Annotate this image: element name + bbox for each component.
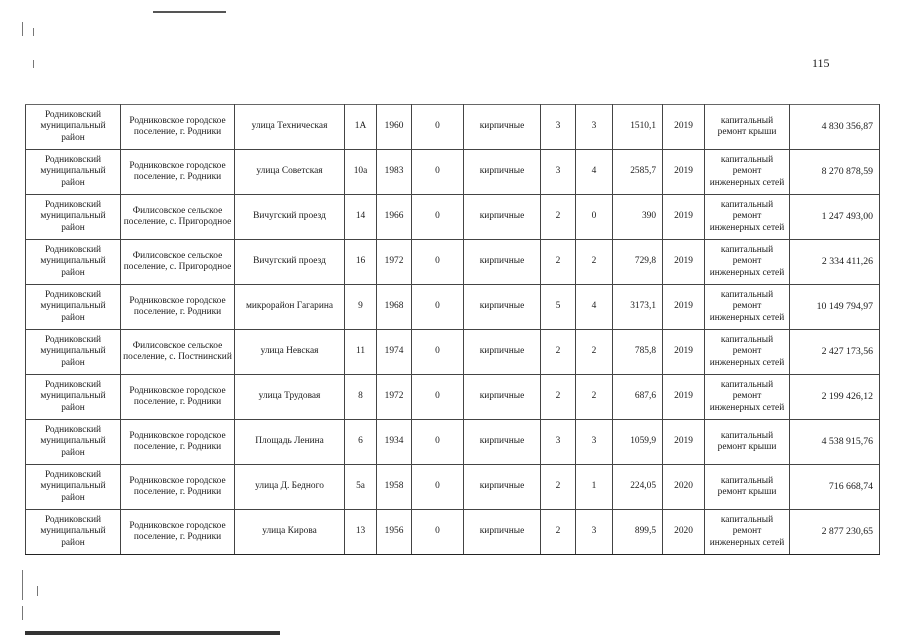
housing-repair-table — [25, 104, 880, 555]
cell-house: 16 — [345, 240, 377, 285]
table-row — [26, 375, 880, 420]
cell-cost: 2 877 230,65 — [790, 510, 880, 555]
cell-plan-year: 2019 — [663, 195, 705, 240]
cell-district: Родниковский муниципальный район — [26, 240, 121, 285]
cell-area: 729,8 — [613, 240, 663, 285]
cell-house: 6 — [345, 420, 377, 465]
cell-work: капитальный ремонт инженерных сетей — [705, 330, 790, 375]
cell-walls: кирпичные — [464, 330, 541, 375]
cell-entrances: 3 — [576, 420, 613, 465]
cell-zero: 0 — [412, 150, 464, 195]
cell-plan-year: 2020 — [663, 510, 705, 555]
cell-street: улица Техническая — [235, 105, 345, 150]
table-row — [26, 195, 880, 240]
cell-settlement: Филисовское сельское поселение, с. Пригородное — [121, 195, 235, 240]
cell-walls: кирпичные — [464, 105, 541, 150]
cell-district: Родниковский муниципальный район — [26, 105, 121, 150]
cell-plan-year: 2019 — [663, 240, 705, 285]
cell-walls: кирпичные — [464, 285, 541, 330]
scan-margin-mark — [33, 28, 34, 36]
cell-district: Родниковский муниципальный район — [26, 195, 121, 240]
cell-settlement: Филисовское сельское поселение, с. Пригородное — [121, 240, 235, 285]
cell-floors: 2 — [541, 510, 576, 555]
cell-area: 224,05 — [613, 465, 663, 510]
table-row — [26, 420, 880, 465]
page-number: 115 — [812, 56, 830, 70]
cell-zero: 0 — [412, 420, 464, 465]
cell-year: 1966 — [377, 195, 412, 240]
cell-area: 390 — [613, 195, 663, 240]
cell-zero: 0 — [412, 465, 464, 510]
cell-street: улица Советская — [235, 150, 345, 195]
cell-cost: 2 427 173,56 — [790, 330, 880, 375]
cell-plan-year: 2019 — [663, 105, 705, 150]
cell-year: 1972 — [377, 375, 412, 420]
cell-work: капитальный ремонт инженерных сетей — [705, 375, 790, 420]
cell-house: 10а — [345, 150, 377, 195]
cell-settlement: Родниковское городское поселение, г. Родники — [121, 510, 235, 555]
cell-house: 9 — [345, 285, 377, 330]
cell-plan-year: 2019 — [663, 375, 705, 420]
cell-zero: 0 — [412, 375, 464, 420]
cell-settlement: Филисовское сельское поселение, с. Постнинский — [121, 330, 235, 375]
cell-entrances: 1 — [576, 465, 613, 510]
cell-house: 5а — [345, 465, 377, 510]
cell-floors: 5 — [541, 285, 576, 330]
cell-settlement: Родниковское городское поселение, г. Родники — [121, 420, 235, 465]
cell-street: улица Д. Бедного — [235, 465, 345, 510]
cell-cost: 716 668,74 — [790, 465, 880, 510]
cell-work: капитальный ремонт инженерных сетей — [705, 150, 790, 195]
cell-zero: 0 — [412, 285, 464, 330]
table-row — [26, 150, 880, 195]
cell-house: 13 — [345, 510, 377, 555]
cell-year: 1983 — [377, 150, 412, 195]
cell-floors: 3 — [541, 420, 576, 465]
cell-entrances: 4 — [576, 150, 613, 195]
cell-zero: 0 — [412, 240, 464, 285]
cell-entrances: 3 — [576, 105, 613, 150]
cell-settlement: Родниковское городское поселение, г. Родники — [121, 465, 235, 510]
cell-district: Родниковский муниципальный район — [26, 150, 121, 195]
table-row — [26, 240, 880, 285]
scan-margin-mark — [37, 586, 38, 596]
cell-house: 8 — [345, 375, 377, 420]
scan-artifact-line — [25, 631, 280, 635]
table-row — [26, 510, 880, 555]
cell-floors: 3 — [541, 105, 576, 150]
cell-cost: 4 538 915,76 — [790, 420, 880, 465]
cell-floors: 2 — [541, 195, 576, 240]
cell-floors: 2 — [541, 330, 576, 375]
table-row — [26, 285, 880, 330]
cell-district: Родниковский муниципальный район — [26, 420, 121, 465]
cell-street: Вичугский проезд — [235, 240, 345, 285]
cell-floors: 2 — [541, 240, 576, 285]
cell-year: 1960 — [377, 105, 412, 150]
cell-cost: 2 334 411,26 — [790, 240, 880, 285]
cell-cost: 8 270 878,59 — [790, 150, 880, 195]
cell-floors: 2 — [541, 465, 576, 510]
scan-margin-mark — [33, 60, 34, 68]
cell-work: капитальный ремонт инженерных сетей — [705, 195, 790, 240]
cell-district: Родниковский муниципальный район — [26, 510, 121, 555]
table-row — [26, 465, 880, 510]
cell-settlement: Родниковское городское поселение, г. Родники — [121, 375, 235, 420]
cell-year: 1956 — [377, 510, 412, 555]
cell-plan-year: 2019 — [663, 420, 705, 465]
cell-house: 11 — [345, 330, 377, 375]
cell-entrances: 4 — [576, 285, 613, 330]
cell-year: 1968 — [377, 285, 412, 330]
cell-entrances: 2 — [576, 240, 613, 285]
cell-house: 1А — [345, 105, 377, 150]
cell-plan-year: 2020 — [663, 465, 705, 510]
cell-walls: кирпичные — [464, 240, 541, 285]
cell-street: улица Невская — [235, 330, 345, 375]
cell-entrances: 2 — [576, 330, 613, 375]
scan-margin-mark — [22, 22, 23, 36]
cell-walls: кирпичные — [464, 375, 541, 420]
cell-house: 14 — [345, 195, 377, 240]
cell-zero: 0 — [412, 195, 464, 240]
cell-year: 1974 — [377, 330, 412, 375]
scan-margin-mark — [22, 570, 23, 600]
cell-area: 899,5 — [613, 510, 663, 555]
cell-work: капитальный ремонт инженерных сетей — [705, 510, 790, 555]
table-row — [26, 330, 880, 375]
scan-artifact-line — [153, 11, 226, 13]
cell-area: 3173,1 — [613, 285, 663, 330]
cell-district: Родниковский муниципальный район — [26, 285, 121, 330]
cell-district: Родниковский муниципальный район — [26, 465, 121, 510]
cell-cost: 4 830 356,87 — [790, 105, 880, 150]
cell-street: микрорайон Гагарина — [235, 285, 345, 330]
cell-work: капитальный ремонт инженерных сетей — [705, 240, 790, 285]
cell-cost: 10 149 794,97 — [790, 285, 880, 330]
cell-floors: 2 — [541, 375, 576, 420]
cell-walls: кирпичные — [464, 420, 541, 465]
cell-floors: 3 — [541, 150, 576, 195]
cell-cost: 2 199 426,12 — [790, 375, 880, 420]
cell-area: 2585,7 — [613, 150, 663, 195]
cell-street: Площадь Ленина — [235, 420, 345, 465]
cell-year: 1972 — [377, 240, 412, 285]
cell-area: 1059,9 — [613, 420, 663, 465]
cell-zero: 0 — [412, 510, 464, 555]
cell-work: капитальный ремонт инженерных сетей — [705, 285, 790, 330]
cell-street: улица Трудовая — [235, 375, 345, 420]
cell-zero: 0 — [412, 330, 464, 375]
cell-year: 1934 — [377, 420, 412, 465]
cell-street: Вичугский проезд — [235, 195, 345, 240]
cell-area: 687,6 — [613, 375, 663, 420]
cell-work: капитальный ремонт крыши — [705, 465, 790, 510]
cell-zero: 0 — [412, 105, 464, 150]
cell-entrances: 3 — [576, 510, 613, 555]
cell-settlement: Родниковское городское поселение, г. Родники — [121, 150, 235, 195]
cell-walls: кирпичные — [464, 510, 541, 555]
scan-margin-mark — [22, 606, 23, 620]
cell-year: 1958 — [377, 465, 412, 510]
cell-settlement: Родниковское городское поселение, г. Родники — [121, 285, 235, 330]
cell-walls: кирпичные — [464, 195, 541, 240]
cell-plan-year: 2019 — [663, 150, 705, 195]
cell-street: улица Кирова — [235, 510, 345, 555]
cell-area: 785,8 — [613, 330, 663, 375]
table-row — [26, 105, 880, 150]
cell-settlement: Родниковское городское поселение, г. Родники — [121, 105, 235, 150]
cell-walls: кирпичные — [464, 150, 541, 195]
cell-plan-year: 2019 — [663, 330, 705, 375]
cell-entrances: 0 — [576, 195, 613, 240]
cell-plan-year: 2019 — [663, 285, 705, 330]
cell-district: Родниковский муниципальный район — [26, 330, 121, 375]
cell-work: капитальный ремонт крыши — [705, 105, 790, 150]
cell-work: капитальный ремонт крыши — [705, 420, 790, 465]
cell-cost: 1 247 493,00 — [790, 195, 880, 240]
cell-district: Родниковский муниципальный район — [26, 375, 121, 420]
cell-entrances: 2 — [576, 375, 613, 420]
cell-area: 1510,1 — [613, 105, 663, 150]
cell-walls: кирпичные — [464, 465, 541, 510]
